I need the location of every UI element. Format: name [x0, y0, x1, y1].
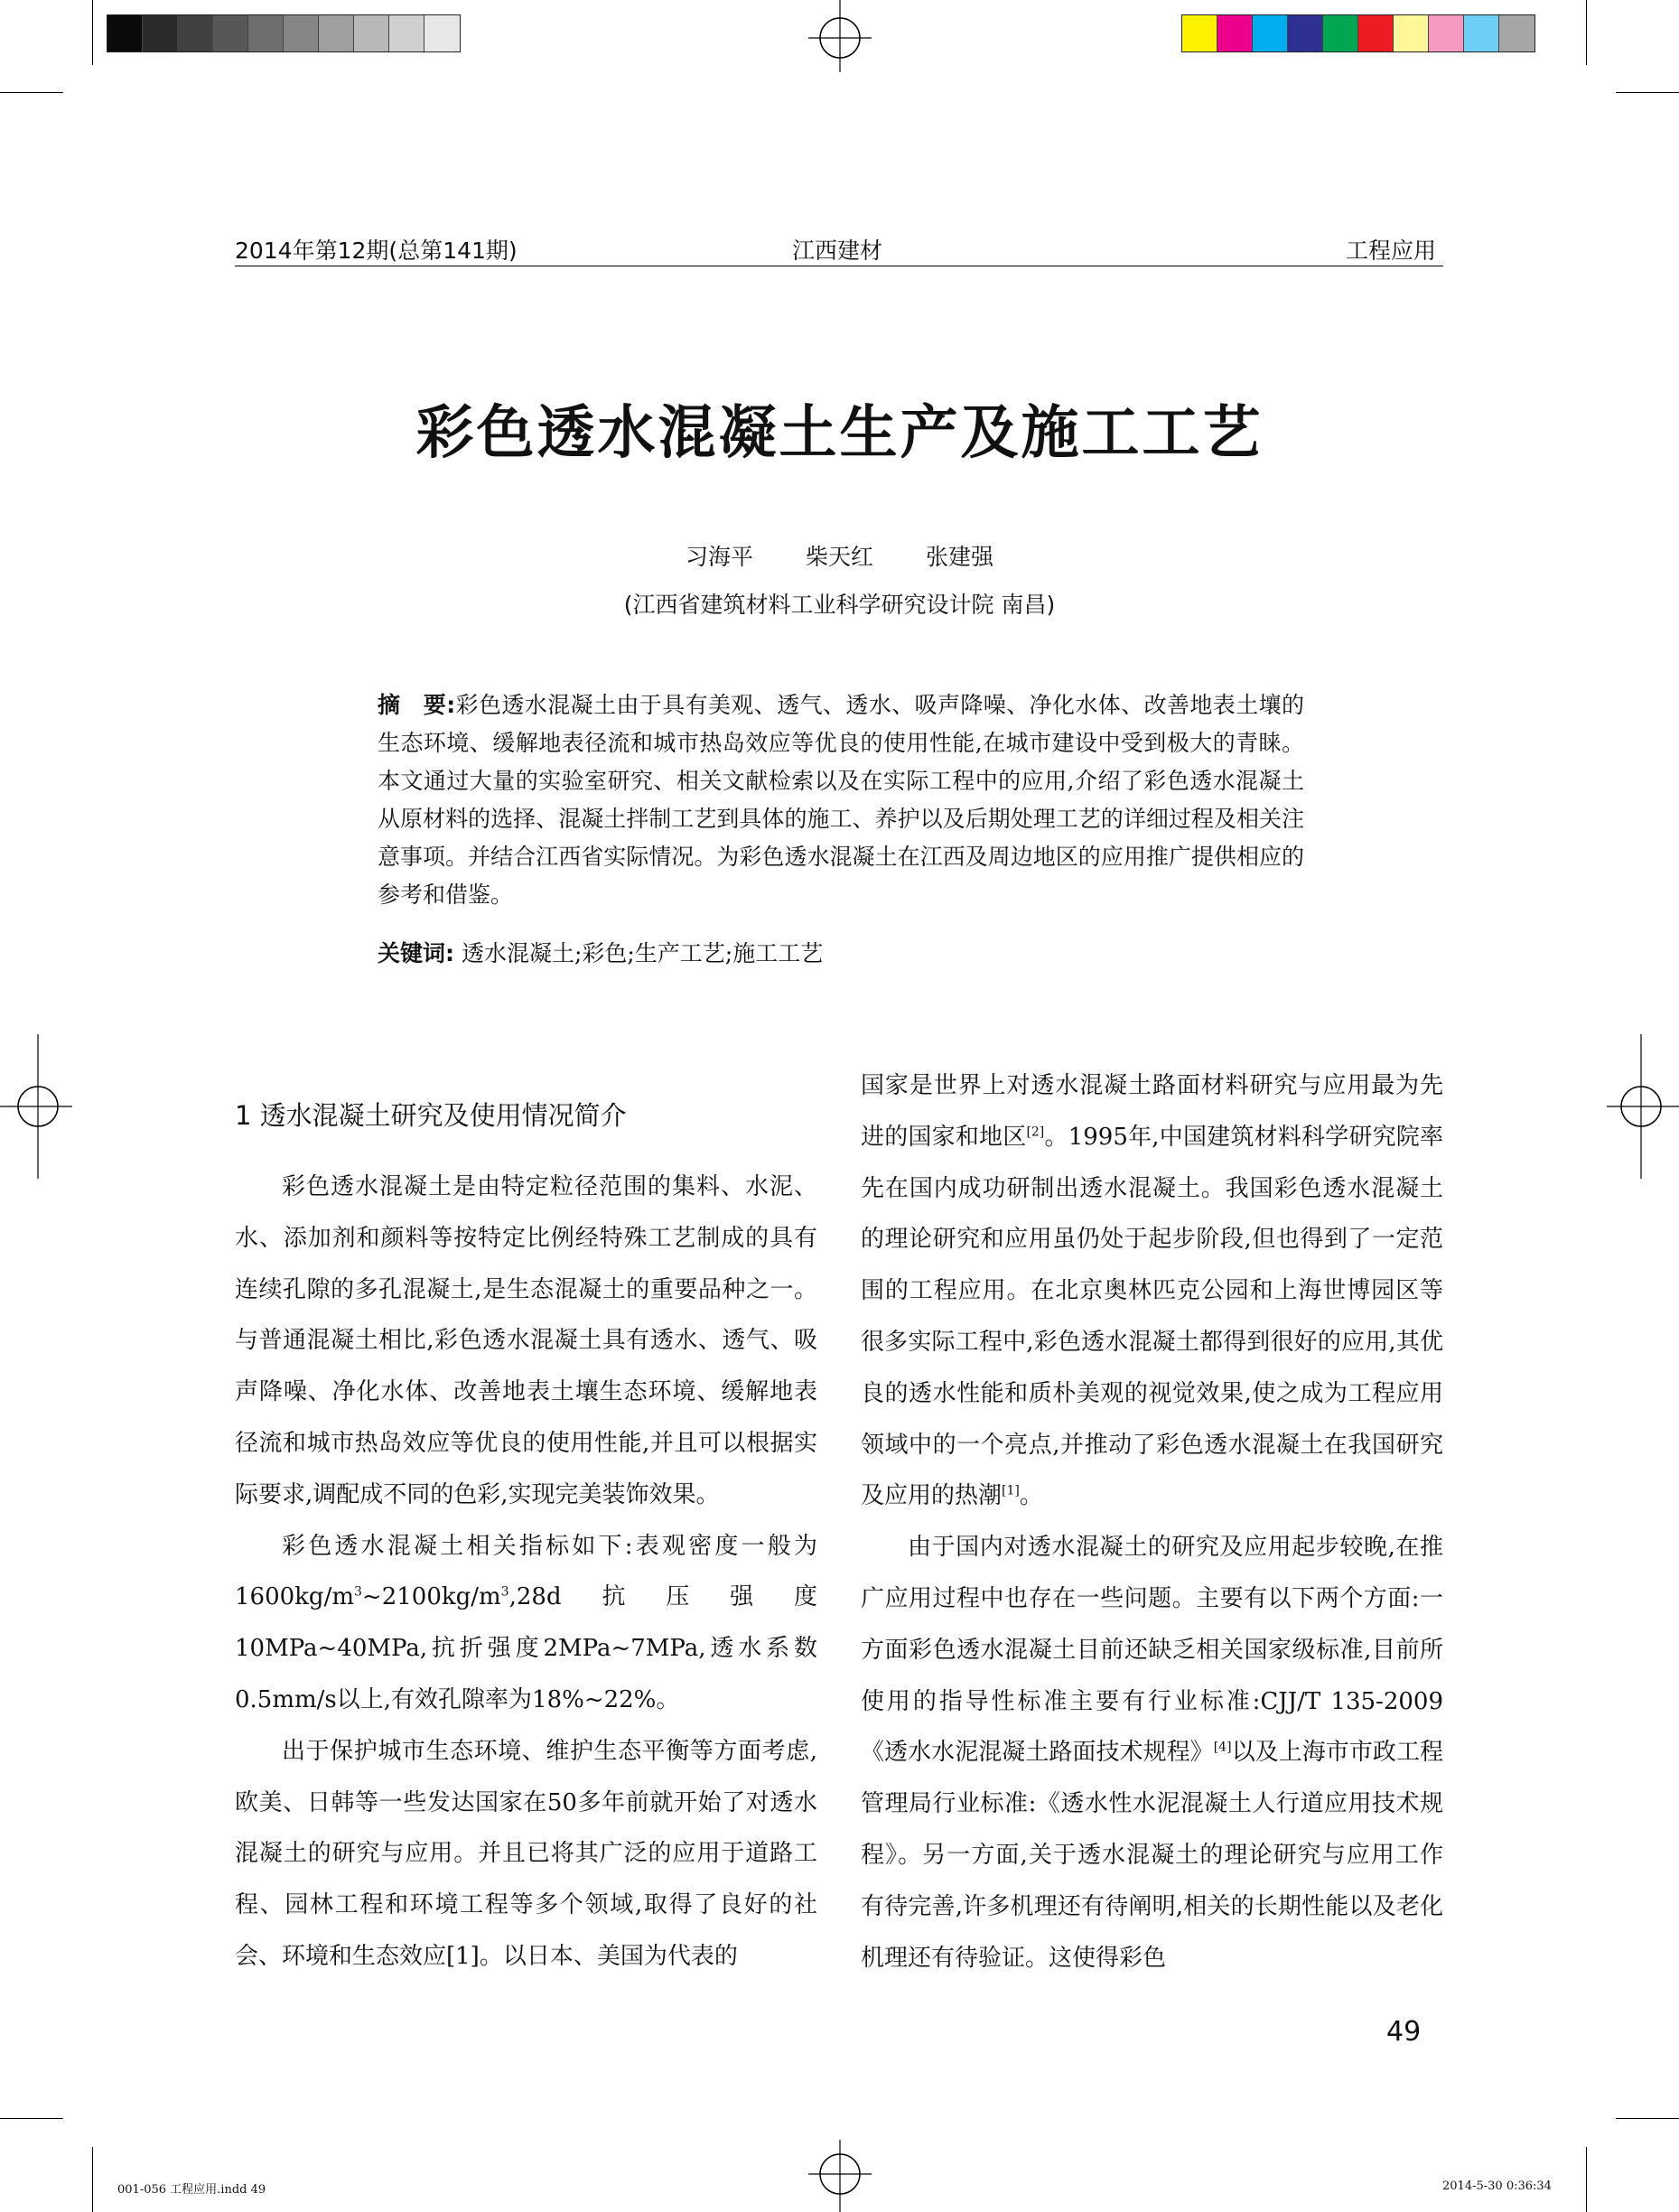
gray-swatch: [107, 15, 143, 51]
registration-mark-icon: [808, 0, 872, 72]
abstract-text: 彩色透水混凝土由于具有美观、透气、透水、吸声降噪、净化水体、改善地表土壤的生态环境、缓解地表径流和城市热岛效应等优良的使用性能,在城市建设中受到极大的青睐。本文通过大量的实验室研究、相关文献检索以及在实际工程中的应用,介绍了彩色透水混凝土从原材料的选择、混凝土拌制工艺到具体的施工、养护以及后期处理工艺的详细过程及相关注意事项。并结合江西省实际情况。为彩色透水混凝土在江西及周边地区的应用推广提供相应的参考和借鉴。: [378, 692, 1304, 908]
color-swatch: [1217, 15, 1253, 51]
crop-mark: [92, 2147, 93, 2212]
footer-timestamp: 2014-5-30 0:36:34: [1442, 2179, 1552, 2193]
abstract-label: 摘 要:: [378, 692, 456, 718]
citation: [1]: [1002, 1483, 1020, 1498]
paragraph-text: ~2100kg/m: [361, 1583, 501, 1611]
crop-mark: [1616, 92, 1679, 93]
superscript: 3: [353, 1584, 362, 1600]
section-heading: 1 透水混凝土研究及使用情况简介: [235, 1100, 627, 1131]
color-bar: [1181, 14, 1535, 52]
citation: [2]: [1026, 1125, 1045, 1140]
right-column: [861, 1060, 1443, 1983]
color-swatch: [1323, 15, 1358, 51]
keywords-text: 透水混凝土;彩色;生产工艺;施工工艺: [461, 940, 824, 966]
header-section: 工程应用: [1346, 238, 1437, 264]
color-swatch: [1429, 15, 1464, 51]
article-authors: 习海平 柴天红 张建强: [686, 544, 993, 570]
paragraph: [861, 1522, 1443, 1983]
color-swatch: [1253, 15, 1288, 51]
color-swatch: [1464, 15, 1499, 51]
article-affiliation: (江西省建筑材料工业科学研究设计院 南昌): [623, 592, 1056, 618]
superscript: 3: [500, 1584, 509, 1600]
registration-mark-icon: [808, 2140, 872, 2212]
citation: [4]: [1213, 1740, 1232, 1755]
paragraph-text: 彩色透水混凝土相关指标如下:表观密度一般为1600kg/m: [235, 1532, 817, 1611]
footer-file: 001-056 工程应用.indd 49: [117, 2183, 266, 2197]
keywords: [378, 936, 1304, 972]
color-swatch: [1288, 15, 1323, 51]
gray-swatch: [284, 15, 319, 51]
color-swatch: [1394, 15, 1429, 51]
crop-mark: [92, 0, 93, 65]
crop-mark: [1586, 0, 1587, 65]
crop-mark: [1616, 2118, 1679, 2119]
left-column: [235, 1162, 817, 1983]
gray-swatch: [178, 15, 213, 51]
color-swatch: [1182, 15, 1217, 51]
color-swatch: [1499, 15, 1534, 51]
gray-swatch: [143, 15, 178, 51]
paragraph-text: ,28d抗压强度10MPa~40MPa,抗折强度2MPa~7MPa,透水系数0.5mm/s以上,有效孔隙率为18%~22%。: [235, 1583, 817, 1713]
paragraph: 彩色透水混凝土是由特定粒径范围的集料、水泥、水、添加剂和颜料等按特定比例经特殊工艺制成的具有连续孔隙的多孔混凝土,是生态混凝土的重要品种之一。与普通混凝土相比,彩色透水混凝土具有透水、透气、吸声降噪、净化水体、改善地表土壤生态环境、缓解地表径流和城市热岛效应等优良的使用性能,并且可以根据实际要求,调配成不同的色彩,实现完美装饰效果。: [235, 1173, 817, 1508]
paragraph-text: 以及上海市市政工程管理局行业标准:《透水性水泥混凝土人行道应用技术规程》。另一方面,关于透水混凝土的理论研究与应用工作有待完善,许多机理还有待阐明,相关的长期性能以及老化机理还有待验证。这使得彩色: [861, 1739, 1443, 1972]
abstract: [378, 686, 1304, 914]
gray-swatch: [354, 15, 389, 51]
header-issue: 2014年第12期(总第141期): [235, 238, 518, 264]
paragraph: [235, 1521, 817, 1726]
gray-swatch: [248, 15, 284, 51]
gray-swatch: [424, 15, 460, 51]
paragraph-text: 。: [1019, 1482, 1043, 1510]
paragraph: [861, 1060, 1443, 1522]
page-number: 49: [1386, 2016, 1422, 2048]
header-journal: 江西建材: [792, 238, 883, 264]
keywords-label: 关键词:: [378, 940, 454, 966]
gray-swatch: [389, 15, 424, 51]
gray-swatch: [319, 15, 354, 51]
paragraph-text: 国家是世界上对透水混凝土路面材料研究与应用最为先进的国家和地区: [861, 1072, 1443, 1151]
color-swatch: [1358, 15, 1394, 51]
crop-mark: [0, 2118, 63, 2119]
registration-mark-icon: [0, 1034, 72, 1179]
crop-mark: [0, 92, 63, 93]
paragraph: 出于保护城市生态环境、维护生态平衡等方面考虑,欧美、日韩等一些发达国家在50多年前就开始了对透水混凝土的研究与应用。并且已将其广泛的应用于道路工程、园林工程和环境工程等多个领域,取得了良好的社会、环境和生态效应[1]。以日本、美国为代表的: [235, 1737, 817, 1970]
crop-mark: [1586, 2147, 1587, 2212]
paragraph-text: 。1995年,中国建筑材料科学研究院率先在国内成功研制出透水混凝土。我国彩色透水混凝土的理论研究和应用虽仍处于起步阶段,但也得到了一定范围的工程应用。在北京奥林匹克公园和上海世博园区等很多实际工程中,彩色透水混凝土都得到很好的应用,其优良的透水性能和质朴美观的视觉效果,使之成为工程应用领域中的一个亮点,并推动了彩色透水混凝土在我国研究及应用的热潮: [861, 1123, 1443, 1510]
article-title: 彩色透水混凝土生产及施工工艺: [415, 400, 1264, 467]
paragraph-text: 由于国内对透水混凝土的研究及应用起步较晚,在推广应用过程中也存在一些问题。主要有以下两个方面:一方面彩色透水混凝土目前还缺乏相关国家级标准,目前所使用的指导性标准主要有行业标准:CJJ/T 135-2009《透水水泥混凝土路面技术规程》: [861, 1534, 1443, 1767]
gray-swatch: [213, 15, 248, 51]
gray-scale-bar: [107, 14, 461, 52]
registration-mark-icon: [1607, 1034, 1679, 1179]
